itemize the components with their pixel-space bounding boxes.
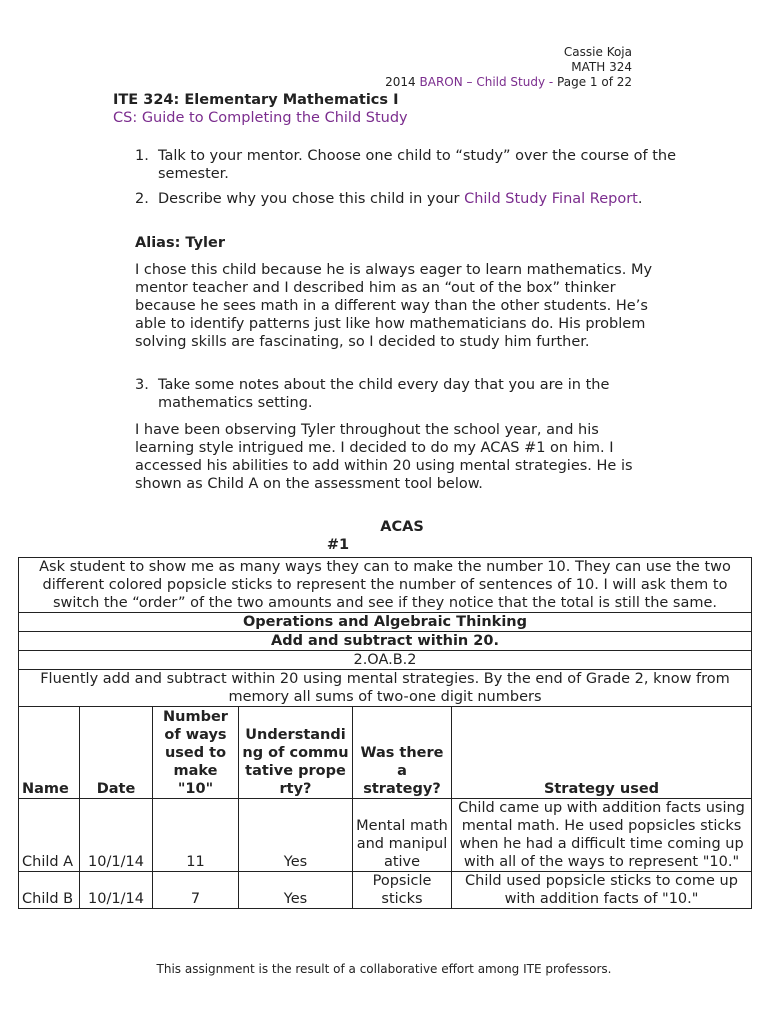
- cluster-cell: Add and subtract within 20.: [19, 632, 752, 651]
- date-cell: 10/1/14: [80, 872, 153, 909]
- page-header: [385, 45, 632, 90]
- column-header: Name: [19, 707, 80, 799]
- guide-link[interactable]: CS: Guide to Completing the Child Study: [113, 110, 408, 126]
- acas-number: #1: [326, 537, 350, 553]
- strategy-cell: Mental math and manipulative: [353, 799, 452, 872]
- list-text: Describe why you chose this child in your: [158, 191, 465, 207]
- list-item-1: [135, 147, 678, 183]
- column-header: Understanding of commutative property?: [239, 707, 353, 799]
- strategy-cell: Popsicle sticks: [353, 872, 452, 909]
- column-header: Was there a strategy?: [353, 707, 452, 799]
- name-cell: Child B: [19, 872, 80, 909]
- strategy-used-cell: Child used popsicle sticks to come up with addition facts of "10.": [452, 872, 752, 909]
- acas-title: ACAS: [380, 519, 424, 535]
- header-row: [19, 707, 752, 799]
- ways-cell: 11: [153, 799, 239, 872]
- list-number: 3.: [135, 377, 149, 393]
- task-cell: Ask student to show me as many ways they can to make the number 10. They can use the two different colored popsicle sticks to represent the number of sentences of 10. I will ask them to switch the “order” of the two amounts and see if they notice that the total is still the same.: [19, 558, 752, 613]
- course-code: MATH 324: [571, 60, 632, 74]
- standard-text-row: [19, 670, 752, 707]
- list-number: 1.: [135, 148, 149, 164]
- final-report-link[interactable]: Child Study Final Report: [464, 191, 638, 207]
- header-separator: -: [545, 75, 558, 89]
- author-name: Cassie Koja: [563, 45, 632, 59]
- alias-heading: Alias: Tyler: [135, 235, 226, 251]
- paragraph-observation: I have been observing Tyler throughout the school year, and his learning style intrigued me. I decided to do my ACAS #1 on him. I accessed his abilities to add within 20 using mental strategies. He is shown as Child A on the assessment tool below.: [135, 422, 633, 492]
- baron-link[interactable]: BARON – Child Study: [419, 75, 546, 89]
- assessment-table: [18, 557, 752, 909]
- domain-cell: Operations and Algebraic Thinking: [19, 613, 752, 632]
- list-number: 2.: [135, 191, 149, 207]
- name-cell: Child A: [19, 799, 80, 872]
- table-row: [19, 799, 752, 872]
- cluster-row: [19, 632, 752, 651]
- column-header: Strategy used: [452, 707, 752, 799]
- commutative-cell: Yes: [239, 799, 353, 872]
- table-row: [19, 872, 752, 909]
- standard-row: [19, 651, 752, 670]
- list-suffix: .: [637, 191, 643, 207]
- task-row: [19, 558, 752, 613]
- commutative-cell: Yes: [239, 872, 353, 909]
- list-item-2: [135, 190, 678, 208]
- column-header: Number of ways used to make "10": [153, 707, 239, 799]
- page-info: [385, 75, 632, 90]
- standard-text-cell: Fluently add and subtract within 20 using mental strategies. By the end of Grade 2, know from memory all sums of two-one digit numbers: [19, 670, 752, 707]
- list-text: Take some notes about the child every day that you are in the mathematics setting.: [158, 377, 610, 411]
- paragraph-reason: I chose this child because he is always eager to learn mathematics. My mentor teacher and I described him as an “out of the box” thinker because he sees math in a different way than the other students. He’s able to identify patterns just like how mathematicians do. His problem solving skills are fascinating, so I decided to study him further.: [135, 262, 653, 350]
- list-item-3: [135, 376, 678, 412]
- domain-row: [19, 613, 752, 632]
- header-year: 2014: [385, 75, 416, 89]
- list-text: Talk to your mentor. Choose one child to “study” over the course of the semester.: [158, 148, 676, 182]
- page-number: Page 1 of 22: [557, 75, 632, 89]
- date-cell: 10/1/14: [80, 799, 153, 872]
- strategy-used-cell: Child came up with addition facts using mental math. He used popsicles sticks when he had a difficult time coming up with all of the ways to represent "10.": [452, 799, 752, 872]
- footer-note: This assignment is the result of a collaborative effort among ITE professors.: [156, 962, 612, 976]
- ways-cell: 7: [153, 872, 239, 909]
- column-header: Date: [80, 707, 153, 799]
- standard-cell: 2.OA.B.2: [19, 651, 752, 670]
- course-title: ITE 324: Elementary Mathematics I: [113, 92, 399, 108]
